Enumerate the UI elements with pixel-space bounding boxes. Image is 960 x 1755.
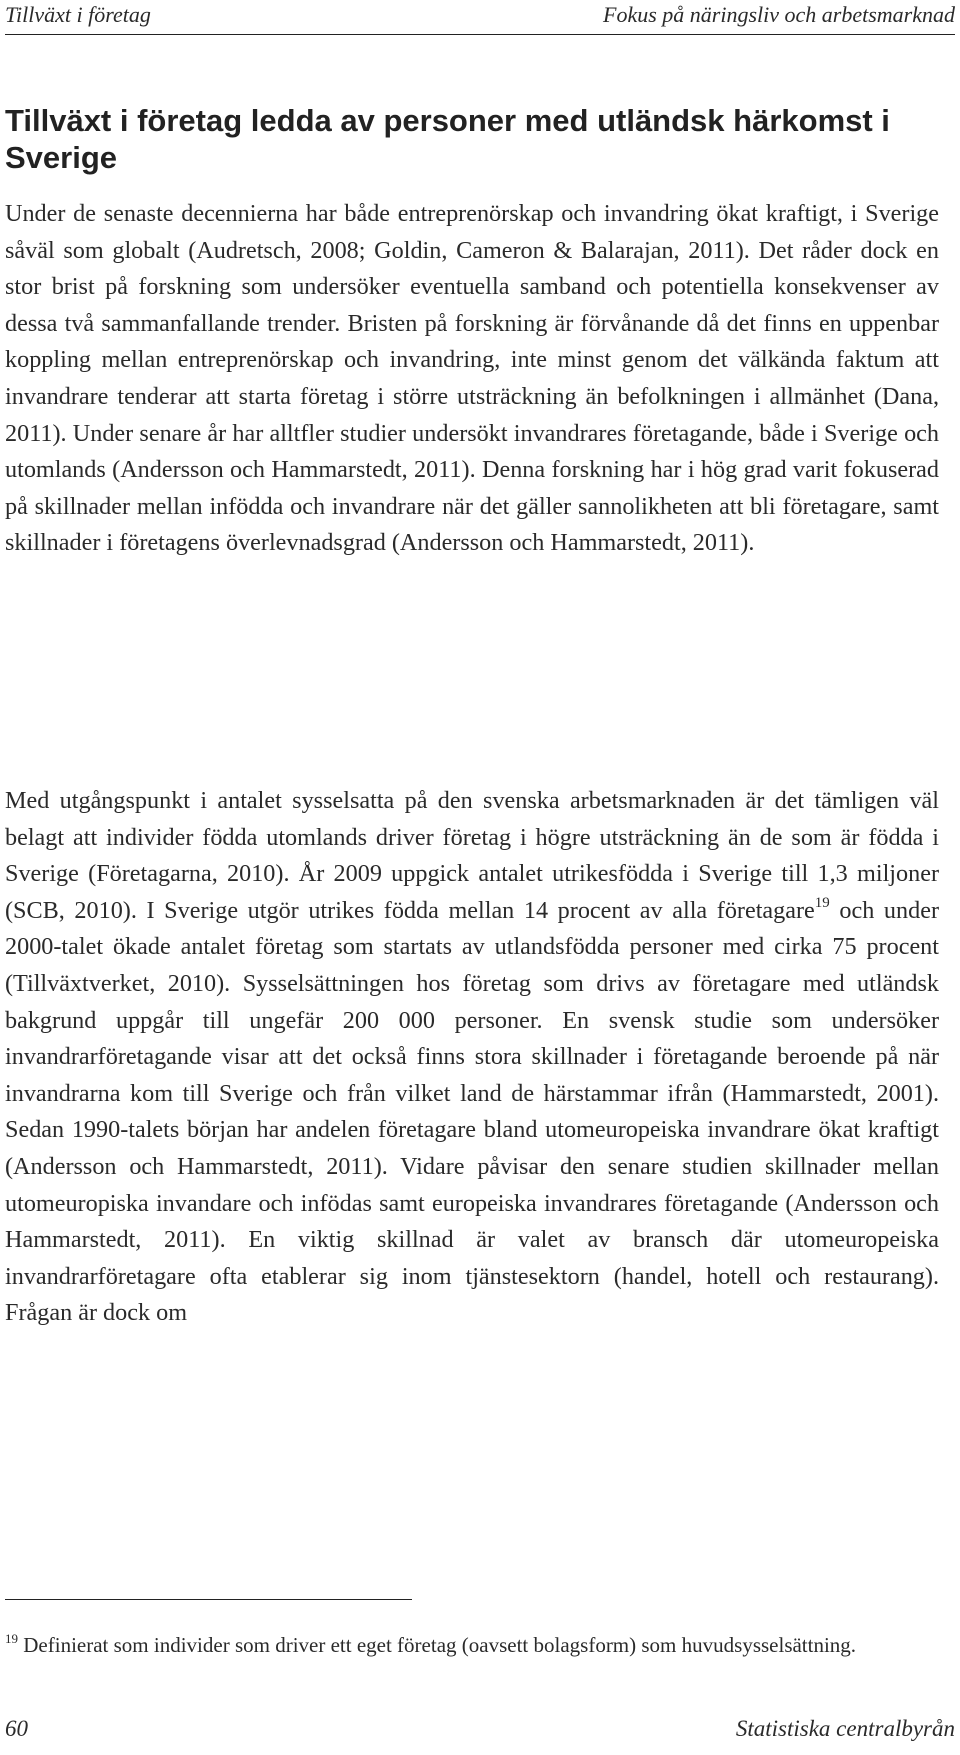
header-publication-title: Fokus på näringsliv och arbetsmarknad	[603, 2, 955, 27]
footnote-number: 19	[5, 1631, 18, 1646]
paragraph-text-after-note: och under 2000-talet ökade antalet företag som startats av utlandsfödda personer med cirka 75 procent (Tillväxtverket, 2010). Sysselsättningen hos företag som drivs av företagare med utländsk bakgrund uppgår till ungefär 200 000 personer. En svensk studie som undersöker invandrarföretagande visar att det också finns stora skillnader i företagande beroende på när invandrarna kom till Sverige och från vilket land de härstammar ifrån (Hammarstedt, 2001). Sedan 1990-talets början har andelen företagare bland utomeuropeiska invandrare ökat kraftigt (Andersson och Hammarstedt, 2011). Vidare påvisar den senare studien skillnader mellan utomeuropiska invandare och infödas samt europeiska invandrares företagande (Andersson och Hammarstedt, 2011). En viktig skillnad är valet av bransch där utomeuropeiska invandrarföretagare ofta etablerar sig inom tjänstesektorn (handel, hotell och restaurang). Frågan är dock om	[5, 896, 939, 1327]
body-paragraph-1: Under de senaste decennierna har både entreprenörskap och invandring ökat kraftigt, i Sverige såväl som globalt (Audretsch, 2008; Goldin, Cameron & Balarajan, 2011). Det råder dock en stor brist på forskning som undersöker eventuella samband och potentiella konsekvenser av dessa två sammanfallande trender. Bristen på forskning är förvånande då det finns en uppenbar koppling mellan entreprenörskap och invandring, inte minst genom det välkända faktum att invandrare tenderar att starta företag i större utsträckning än befolkningen i allmänhet (Dana, 2011). Under senare år har alltfler studier undersökt invandrares företagande, både i Sverige och utomlands (Andersson och Hammarstedt, 2011). Denna forskning har i hög grad varit fokuserad på skillnader mellan infödda och invandrare när det gäller sannolikheten att bli företagare, samt skillnader i företagens överlevnadsgrad (Andersson och Hammarstedt, 2011).	[5, 200, 939, 557]
body-paragraph-2	[5, 783, 939, 1332]
page-title: Tillväxt i företag ledda av personer med utländsk härkomst i Sverige	[5, 103, 890, 175]
footnote-divider	[5, 1599, 412, 1600]
publisher-name: Statistiska centralbyrån	[735, 1716, 955, 1741]
running-header	[5, 2, 955, 35]
paragraph-text-before-note: Med utgångspunkt i antalet sysselsatta på den svenska arbetsmarknaden är det tämligen väl belagt att individer födda utomlands driver företag i högre utsträckning än de som är födda i Sverige (Företagarna, 2010). År 2009 uppgick antalet utrikesfödda i Sverige till 1,3 miljoner (SCB, 2010). I Sverige utgör utrikes födda mellan 14 procent av alla företagare	[5, 787, 939, 924]
footnote-reference[interactable]: 19	[814, 894, 830, 911]
page-footer	[5, 1716, 955, 1746]
header-section-title: Tillväxt i företag	[5, 2, 151, 27]
footnote-text: Definierat som individer som driver ett eget företag (oavsett bolagsform) som huvudsysselsättning.	[18, 1633, 857, 1657]
footnote	[5, 1631, 905, 1660]
page-number: 60	[5, 1716, 28, 1741]
